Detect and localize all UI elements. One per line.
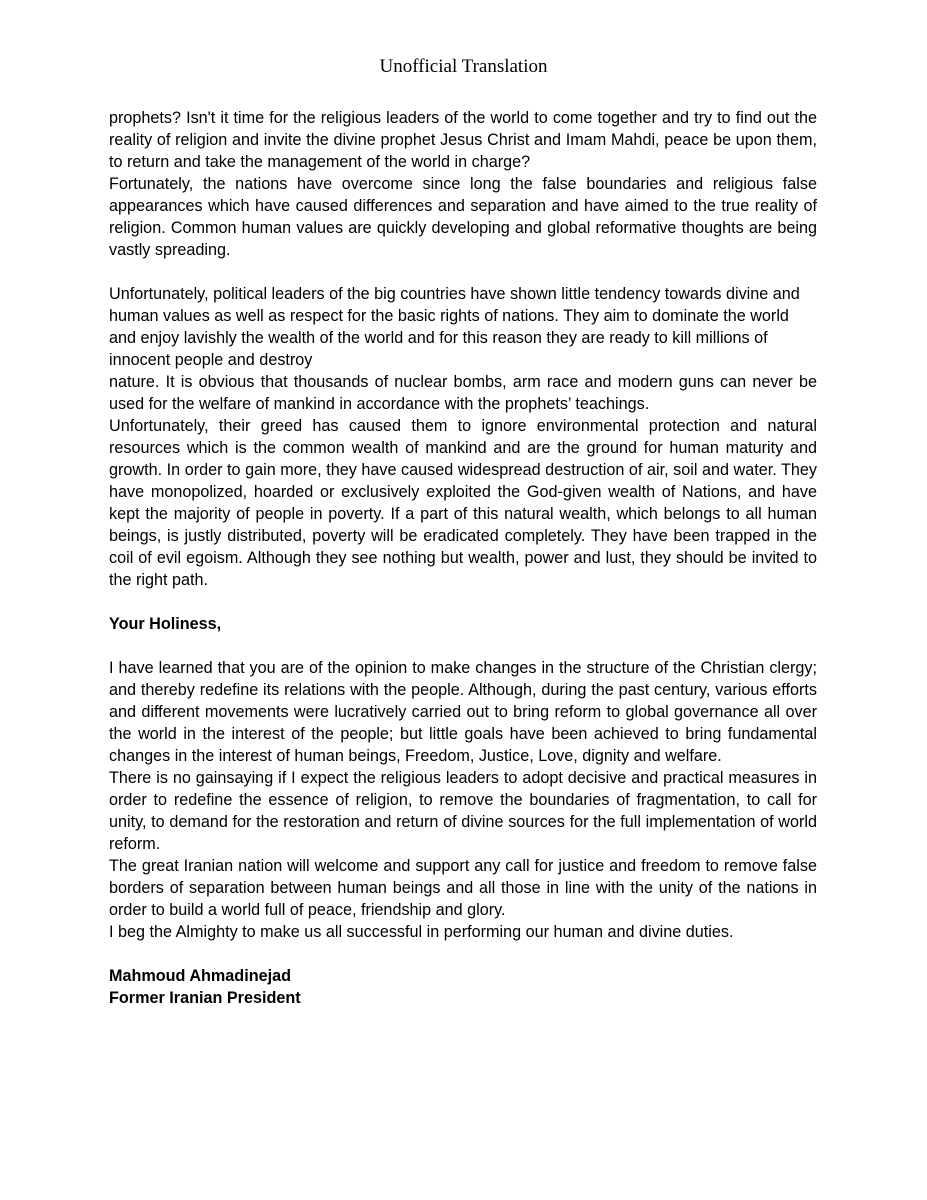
paragraph: Unfortunately, political leaders of the big countries have shown little tendency towards divine and human values as well as respect for the basic rights of nations. They aim to dominate the world and enjoy lavishly the wealth of the world and for this reason they are ready to kill millions of innocent people and destroy — [109, 285, 800, 369]
paragraph: I have learned that you are of the opinion to make changes in the structure of the Christian clergy; and thereby redefine its relations with the people. Although, during the past century, various efforts and different movements were lucratively carried out to bring reform to global governance all over the world in the interest of the people; but little goals have been achieved to bring fundamental changes in the interest of human beings, Freedom, Justice, Love, dignity and welfare. — [109, 659, 817, 765]
paragraph-gap — [109, 943, 817, 965]
paragraph: There is no gainsaying if I expect the religious leaders to adopt decisive and practical measures in order to redefine the essence of religion, to remove the boundaries of fragmentation, to call for unity, to demand for the restoration and return of divine sources for the full implementation of world reform. — [109, 769, 817, 853]
paragraph: Unfortunately, their greed has caused them to ignore environmental protection and natural resources which is the common wealth of mankind and are the ground for human maturity and growth. In order to gain more, they have caused widespread destruction of air, soil and water. They have monopolized, hoarded or exclusively exploited the God-given wealth of Nations, and have kept the majority of people in poverty. If a part of this natural wealth, which belongs to all human beings, is justly distributed, poverty will be eradicated completely. They have been trapped in the coil of evil egoism. Although they see nothing but wealth, power and lust, they should be invited to the right path. — [109, 417, 817, 589]
paragraph: Fortunately, the nations have overcome since long the false boundaries and religious false appearances which have caused differences and separation and have aimed to the true reality of religion. Common human values are quickly developing and global reformative thoughts are being vastly spreading. — [109, 175, 817, 259]
letter-body — [109, 107, 817, 1009]
paragraph: prophets? Isn't it time for the religious leaders of the world to come together and try to find out the reality of religion and invite the divine prophet Jesus Christ and Imam Mahdi, peace be upon them, to return and take the management of the world in charge? — [109, 109, 817, 171]
paragraph-gap — [109, 635, 817, 657]
salutation: Your Holiness, — [109, 615, 222, 633]
paragraph-gap — [109, 261, 817, 283]
paragraph: The great Iranian nation will welcome and support any call for justice and freedom to remove false borders of separation between human beings and all those in line with the unity of the nations in order to build a world full of peace, friendship and glory. — [109, 857, 817, 919]
paragraph: I beg the Almighty to make us all successful in performing our human and divine duties. — [109, 923, 734, 941]
signature-title: Former Iranian President — [109, 989, 301, 1007]
page-header: Unofficial Translation — [379, 56, 548, 77]
signature-name: Mahmoud Ahmadinejad — [109, 967, 291, 985]
paragraph: nature. It is obvious that thousands of nuclear bombs, arm race and modern guns can never be used for the welfare of mankind in accordance with the prophets’ teachings. — [109, 373, 817, 413]
paragraph-gap — [109, 591, 817, 613]
